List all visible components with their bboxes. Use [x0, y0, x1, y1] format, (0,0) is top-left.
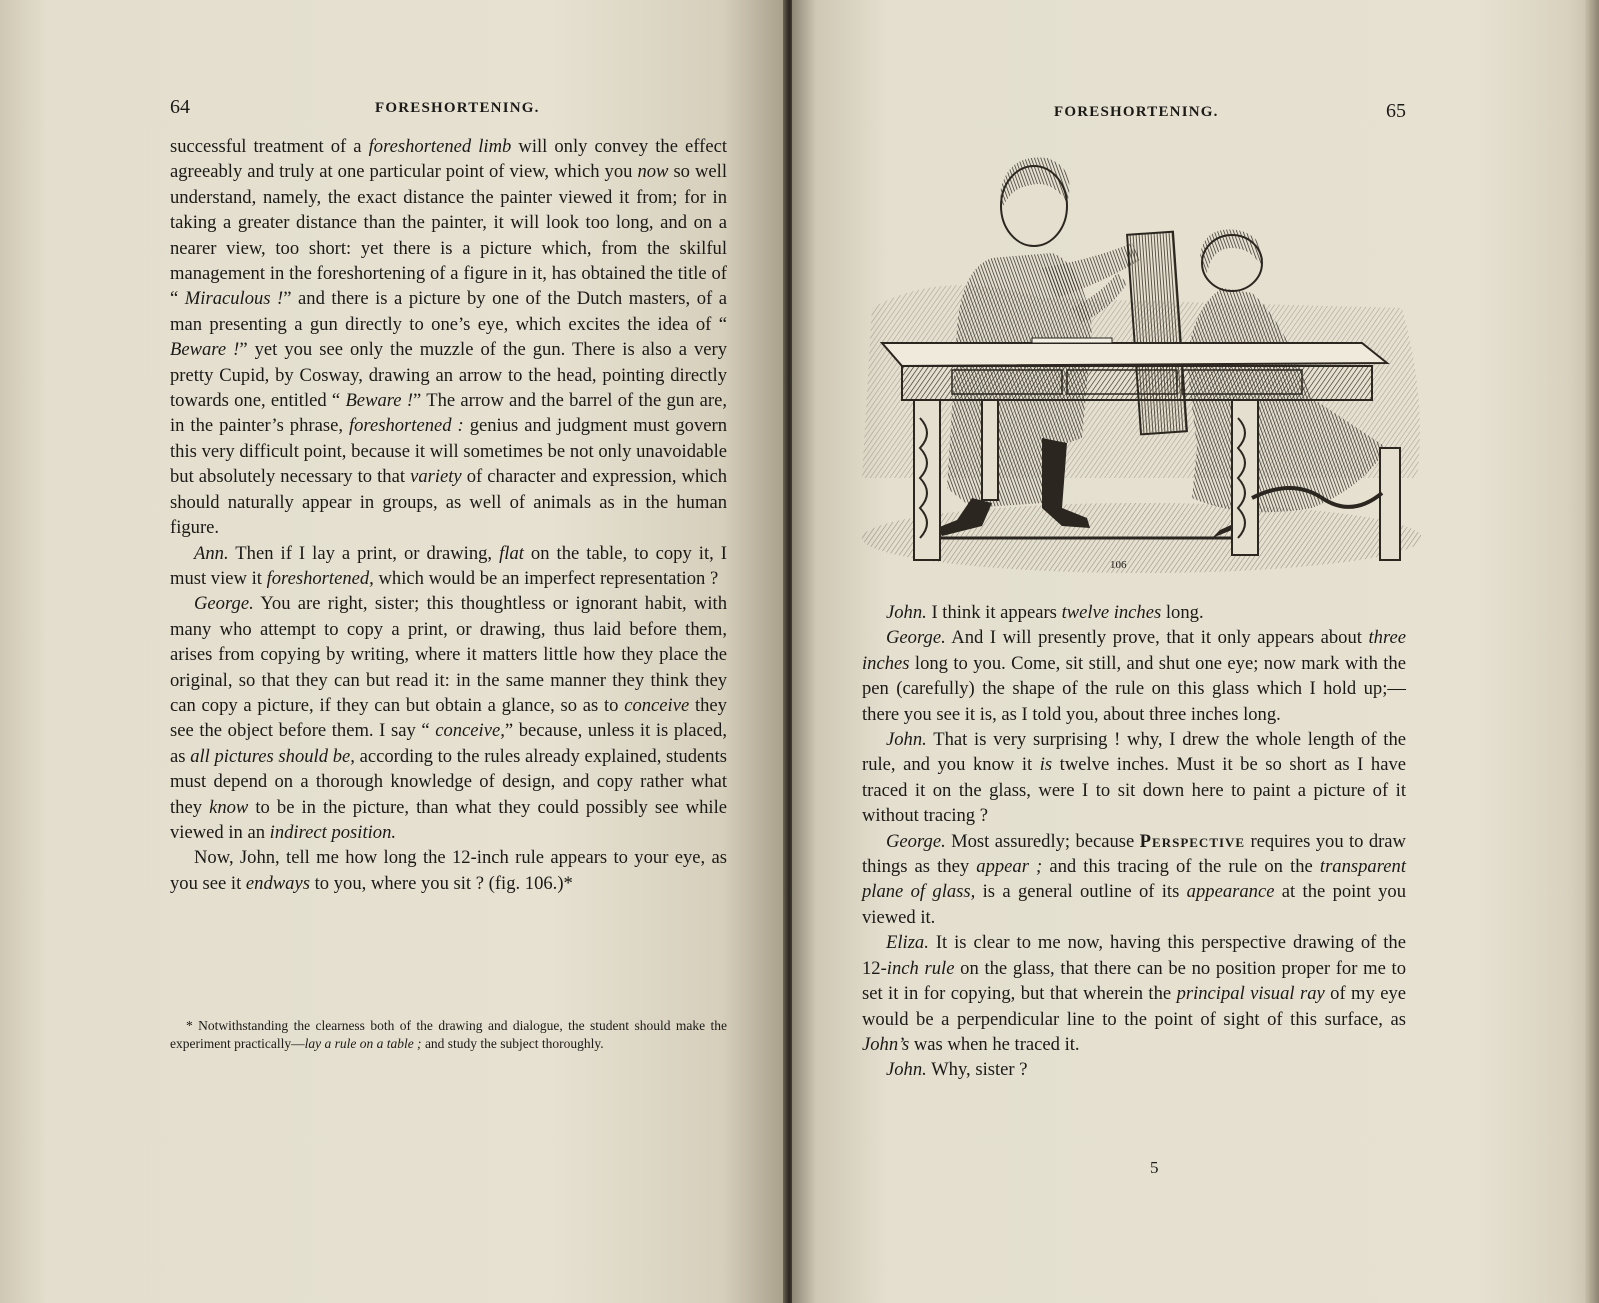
italic-text: all pictures should be, [190, 745, 355, 767]
italic-text: twelve inches [1061, 602, 1162, 623]
text-run: of character and expression, which should naturally appear in groups, as well of animals as in the human figure. [170, 466, 727, 539]
italic-text: Miraculous ! [184, 288, 284, 310]
italic-text: George. [886, 830, 946, 852]
text-run: Then if I lay a print, or drawing, [228, 542, 500, 564]
italic-text: inch rule [886, 957, 955, 979]
paragraph [862, 829, 1406, 931]
paragraph [170, 541, 727, 592]
text-run: Most assuredly; because [945, 830, 1140, 852]
signature-mark: 5 [1150, 1158, 1159, 1177]
paragraph [862, 600, 1406, 625]
paragraph [862, 625, 1406, 727]
italic-text: is [1039, 754, 1053, 776]
italic-text: lay a rule on a table ; [304, 1036, 422, 1051]
italic-text: appear ; [976, 856, 1043, 878]
text-run: requires you to draw things as they [862, 830, 1406, 878]
italic-text: George. [886, 627, 946, 649]
text-run: and study the subject thoroughly. [421, 1036, 604, 1051]
italic-text: now [637, 161, 669, 183]
text-run: according to the rules already explained, students must depend on a thorough knowledge of design, and copy rather what they [170, 745, 728, 818]
italic-text: variety [410, 466, 462, 488]
text-run: is a general outline of its [975, 881, 1187, 903]
italic-text: John. [886, 1059, 927, 1081]
text-run: ” and there is a picture by one of the Dutch masters, of a man presenting a gun directly to one’s eye, which excites the idea of “ [170, 288, 728, 335]
left-page [0, 0, 785, 1303]
italic-text: foreshortened, [266, 567, 374, 589]
text-run: which would be an imperfect representation ? [373, 567, 719, 589]
running-head-left: FORESHORTENING. [375, 100, 540, 116]
text-run: was when he traced it. [909, 1033, 1080, 1055]
text-run: on the glass, that there can be no position proper for me to set it in for copying, but that wherein the [862, 957, 1406, 1005]
italic-text: foreshortened limb [368, 136, 512, 157]
italic-text: principal visual ray [1176, 983, 1325, 1005]
right-page [792, 0, 1599, 1303]
left-footnote [170, 1017, 727, 1053]
footnote-paragraph [170, 1017, 727, 1053]
text-run: That is very surprising ! why, I drew the whole length of the rule, and you know it [862, 729, 1406, 776]
paragraph [170, 134, 727, 541]
italic-text: appearance [1186, 881, 1275, 903]
text-run: ” because, unless it is placed, as [170, 720, 727, 767]
text-run: And I will presently prove, that it only appears about [945, 627, 1369, 649]
italic-text: know [209, 796, 249, 818]
text-run: ” The arrow and the barrel of the gun are, in the painter’s phrase, [170, 390, 727, 437]
text-run: long to you. Come, sit still, and shut one eye; now mark with the pen (carefully) the shape of the rule on this glass which I hold up;— there you see it is, as I told you, about three inches long. [862, 652, 1406, 725]
text-run: so well understand, namely, the exact distance the painter viewed it from; for in taking a greater distance than the painter, it will look too long, and on a nearer view, too short: yet there is a picture which, from the skilful management in the foreshortening of a figure in it, has obtained the title of “ [170, 161, 727, 310]
paragraph [170, 845, 727, 896]
paragraph [862, 727, 1406, 829]
text-run: long. [1161, 602, 1204, 623]
italic-text: indirect position. [269, 821, 397, 843]
italic-text: Beware ! [170, 339, 240, 361]
italic-text: Ann. [194, 542, 229, 564]
text-run: genius and judgment must govern this very difficult point, because it will sometimes be not only unavoidable but absolutely necessary to that [170, 415, 727, 488]
text-run: to you, where you sit ? (fig. 106.)* [309, 872, 573, 894]
italic-text: John. [886, 729, 927, 751]
text-run: * Notwithstanding the clearness both of the drawing and dialogue, the student should make the experiment practically— [170, 1018, 727, 1051]
italic-text: John’s [862, 1033, 910, 1055]
text-run: and this tracing of the rule on the [1042, 856, 1320, 878]
page-number-right: 65 [1386, 100, 1406, 122]
italic-text: George. [194, 593, 254, 615]
text-run: at the point you viewed it. [862, 881, 1407, 928]
text-run: to be in the picture, than what they could possibly see while viewed in an [170, 796, 727, 843]
italic-text: three inches [862, 627, 1406, 674]
paragraph [170, 591, 727, 845]
text-run: Now, John, tell me how long the 12-inch rule appears to your eye, as you see it [170, 847, 727, 894]
text-run: successful treatment of a [170, 136, 369, 157]
text-run: they see the object before them. I say “ [170, 694, 727, 742]
text-run: Why, sister ? [926, 1059, 1028, 1081]
text-run: I think it appears [926, 602, 1062, 623]
italic-text: flat [499, 542, 524, 564]
page-edge [1585, 0, 1599, 1303]
small-caps-text: Perspective [1139, 830, 1246, 852]
ruler [1032, 338, 1112, 343]
text-run: You are right, sister; this thoughtless or ignorant habit, with many who attempt to copy a print, or drawing, thus laid before them, arises from copying by writing, where it matters little how they place the original, so that they can but read it: in the same manner they think they can copy a picture, if they can but obtain a glance, so as to [170, 593, 727, 716]
italic-text: Eliza. [886, 932, 929, 954]
italic-text: transparent plane of glass, [862, 856, 1406, 903]
italic-text: Beware ! [345, 390, 414, 412]
italic-text: foreshortened : [348, 415, 464, 437]
paragraph [862, 930, 1406, 1057]
right-body-text [862, 600, 1406, 1083]
paragraph [862, 1057, 1406, 1082]
text-run: ” yet you see only the muzzle of the gun. There is also a very pretty Cupid, by Cosway, drawing an arrow to the head, pointing directly towards one, entitled “ [170, 339, 728, 412]
engraving-illustration [842, 148, 1428, 580]
text-run: It is clear to me now, having this perspective drawing of the 12- [862, 932, 1406, 979]
table-top [882, 343, 1387, 366]
left-body-text [170, 134, 727, 896]
italic-text: conceive, [435, 720, 505, 742]
text-run: on the table, to copy it, I must view it [170, 542, 727, 589]
page-number-left: 64 [170, 96, 190, 118]
italic-text: John. [886, 602, 927, 623]
text-run: twelve inches. Must it be so short as I have traced it on the glass, were I to sit down here to paint a picture of it without tracing ? [862, 754, 1406, 827]
italic-text: endways [245, 872, 310, 894]
text-run: of my eye would be a perpendicular line to the point of sight of this surface, as [862, 983, 1407, 1030]
man-arm [1042, 243, 1140, 298]
italic-text: conceive [624, 694, 690, 716]
running-head-right: FORESHORTENING. [1054, 104, 1219, 120]
text-run: will only convey the effect agreeably and truly at one particular point of view, which you [170, 136, 727, 183]
figure-number: 106 [1110, 559, 1127, 571]
